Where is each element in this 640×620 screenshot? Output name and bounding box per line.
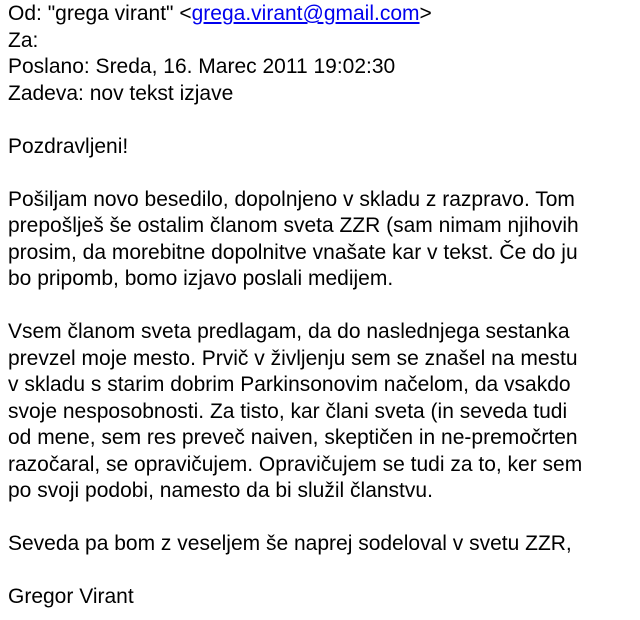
paragraph-1-line-1: Pošiljam novo besedilo, dopolnjeno v skladu z razpravo. Tom (8, 187, 575, 211)
spacer (8, 293, 640, 320)
paragraph-1-line-2: prepošlješ še ostalim članom sveta ZZR (sam nimam njihovih (8, 214, 579, 237)
sender-email-link[interactable]: grega.virant@gmail.com (191, 2, 420, 25)
signature: Gregor Virant (8, 585, 134, 608)
paragraph-1-line-4: bo pripomb, bomo izjavo poslali medijem. (8, 267, 394, 290)
paragraph-2-line-7: po svoji podobi, namesto da bi služil članstvu. (8, 479, 433, 502)
subject-line: Zadeva: nov tekst izjave (8, 81, 234, 105)
paragraph-1-line-3: prosim, da morebitne dopolnitve vnašate kar v tekst. Če do ju (8, 240, 578, 264)
email-bracket-close: > (419, 2, 432, 25)
spacer (8, 505, 640, 532)
paragraph-2-line-5: od mene, sem res preveč naiven, skeptičen in ne-premočrten (8, 426, 578, 449)
sender-name: "grega virant" (47, 2, 174, 25)
spacer (8, 558, 640, 585)
from-line (8, 1, 640, 28)
paragraph-2-line-2: prevzel moje mesto. Prvič v življenju sem se znašel na mestu (8, 346, 578, 370)
top-edge (0, 0, 640, 1)
from-label: Od: (8, 2, 48, 25)
paragraph-2-line-3: v skladu s starim dobrim Parkinsonovim načelom, da vsakdo (8, 373, 571, 396)
paragraph-3: Seveda pa bom z veseljem še naprej sodeloval v svetu ZZR, (8, 532, 572, 555)
spacer (8, 107, 640, 134)
sent-line: Poslano: Sreda, 16. Marec 2011 19:02:30 (8, 55, 396, 78)
paragraph-2-line-1: Vsem članom sveta predlagam, da do naslednjega sestanka (8, 320, 570, 343)
greeting: Pozdravljeni! (8, 134, 129, 158)
email-message (8, 1, 640, 611)
paragraph-2-line-4: svoje nesposobnosti. Za tisto, kar člani sveta (in seveda tudi (8, 399, 568, 423)
to-line: Za: (8, 28, 39, 52)
paragraph-2-line-6: razočaral, se opravičujem. Opravičujem se tudi za to, ker sem (8, 452, 583, 476)
spacer (8, 160, 640, 187)
email-bracket-open: < (173, 2, 192, 25)
